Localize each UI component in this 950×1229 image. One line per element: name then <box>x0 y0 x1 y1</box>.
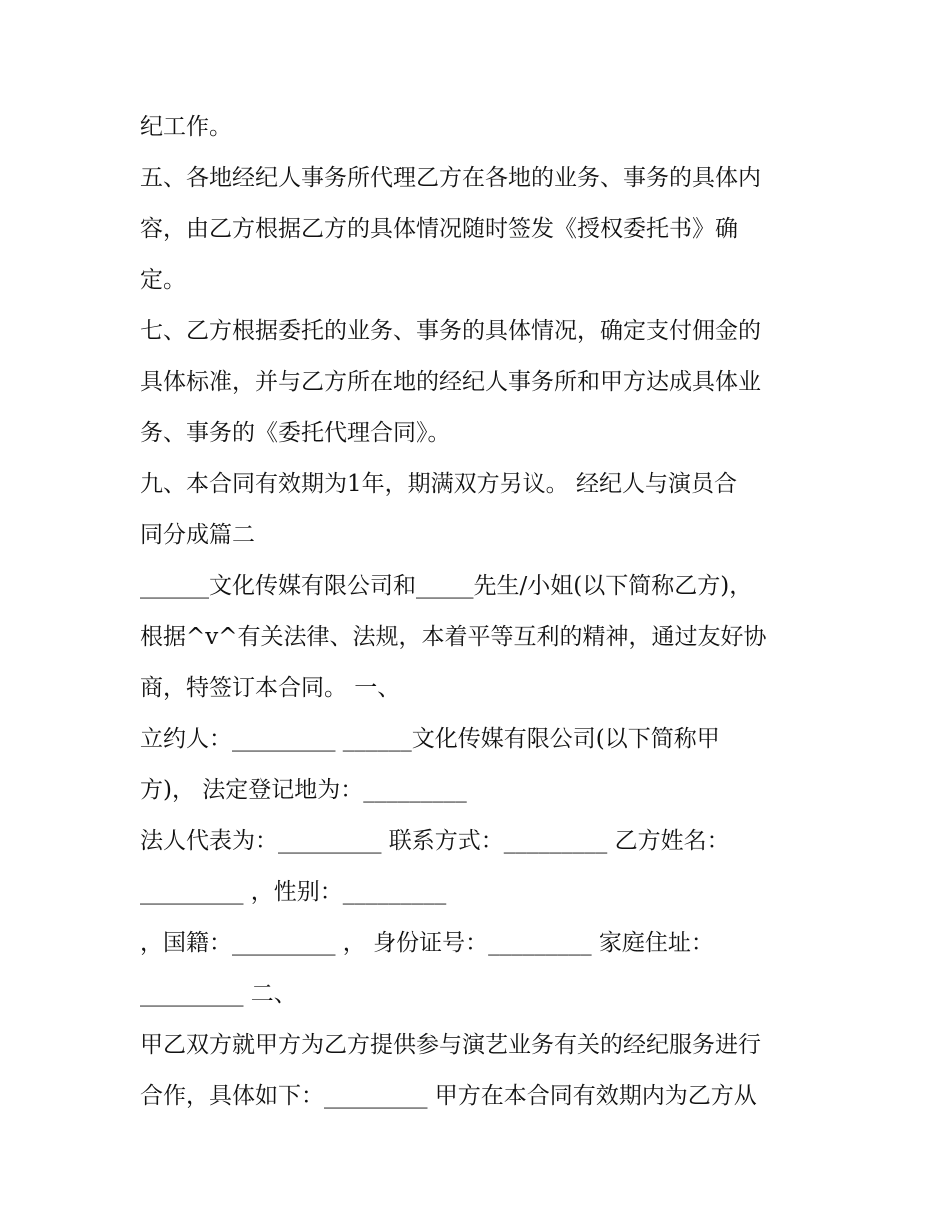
text-line: 纪工作。 <box>140 114 232 140</box>
text-line: ______文化传媒有限公司和_____先生/小姐(以下简称乙方)， <box>140 573 753 599</box>
text-line: 商，特签订本合同。 一、 <box>140 675 401 701</box>
text-line: 甲乙双方就甲方为乙方提供参与演艺业务有关的经纪服务进行 <box>140 1032 761 1058</box>
text-line: 立约人：_________ ______文化传媒有限公司(以下简称甲 <box>140 726 720 752</box>
text-line: 根据^v^有关法律、法规，本着平等互利的精神，通过友好协 <box>140 624 767 650</box>
text-line: 九、本合同有效期为1年，期满双方另议。 经纪人与演员合 <box>140 471 737 497</box>
text-line: ，国籍：_________ ， 身份证号：_________ 家庭住址： <box>140 930 714 956</box>
text-line: _________ ，性别：_________ <box>140 879 447 905</box>
text-line: 方)， 法定登记地为：_________ <box>140 777 467 803</box>
text-line: 法人代表为：_________ 联系方式：_________ 乙方姓名： <box>140 828 730 854</box>
text-line: _________ 二、 <box>140 981 297 1007</box>
text-line: 务、事务的《委托代理合同》。 <box>140 420 451 446</box>
text-line: 合作，具体如下：_________ 甲方在本合同有效期内为乙方从 <box>140 1083 757 1109</box>
text-line: 定。 <box>140 267 186 293</box>
text-line: 容，由乙方根据乙方的具体情况随时签发《授权委托书》确 <box>140 216 738 242</box>
text-line: 七、乙方根据委托的业务、事务的具体情况，确定支付佣金的 <box>140 318 761 344</box>
text-line: 具体标准，并与乙方所在地的经纪人事务所和甲方达成具体业 <box>140 369 761 395</box>
text-line: 同分成篇二 <box>140 522 255 548</box>
text-line: 五、各地经纪人事务所代理乙方在各地的业务、事务的具体内 <box>140 165 761 191</box>
